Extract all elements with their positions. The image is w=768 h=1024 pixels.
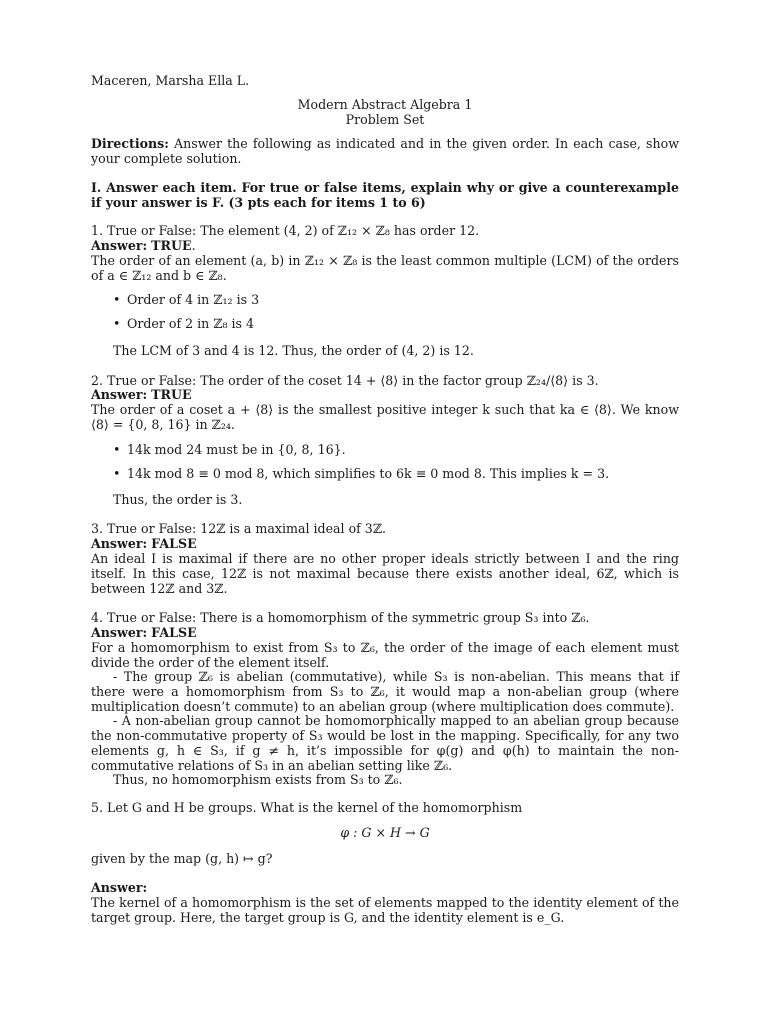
item-5-explanation: The kernel of a homomorphism is the set of elements mapped to the identity element of the target group. Here, the target group is G, and the identity element is e_G. [91, 895, 679, 925]
item-1-answer-suffix: . [191, 238, 196, 253]
item-4-paragraph-2: - A non-abelian group cannot be homomorphically mapped to an abelian group because the non-commutative property of S₃ would be lost in the mapping. Specifically, for any two elements g, h ∈ S₃, if g ≠ h, it’s impossible for φ(g) and φ(h) to maintain the non-commutative relations of S₃ in an abelian setting like ℤ₆. [91, 713, 679, 773]
list-item: • Order of 4 in ℤ₁₂ is 3 [113, 292, 673, 307]
item-2-explanation: The order of a coset a + ⟨8⟩ is the smallest positive integer k such that ka ∈ ⟨8⟩. We know ⟨8⟩ = {0, 8, 16} in ℤ₂₄. [91, 402, 679, 432]
item-2-conclusion: Thus, the order is 3. [113, 492, 243, 507]
item-2-answer [91, 387, 679, 402]
section-heading [91, 180, 679, 210]
answer-label: Answer: [91, 387, 148, 402]
item-3-explanation: An ideal I is maximal if there are no other proper ideals strictly between I and the ring itself. In this case, 12ℤ is not maximal because there exists another ideal, 6ℤ, which is between 12ℤ and 3ℤ. [91, 551, 679, 596]
item-5-question: 5. Let G and H be groups. What is the kernel of the homomorphism [91, 800, 523, 815]
answer-label: Answer: [91, 536, 148, 551]
item-1-answer [91, 238, 679, 253]
directions-label: Directions: [91, 136, 169, 151]
item-4-explanation: For a homomorphism to exist from S₃ to ℤ₆, the order of the image of each element must divide the order of the element itself. [91, 640, 679, 670]
item-1-answer-value: TRUE [151, 238, 192, 253]
directions [91, 136, 679, 166]
answer-label: Answer: [91, 880, 148, 895]
item-2-answer-value: TRUE [151, 387, 192, 402]
item-1-bullets [113, 292, 673, 340]
item-3-answer-value: FALSE [151, 536, 197, 551]
directions-text: Answer the following as indicated and in the given order. In each case, show your complete solution. [91, 136, 679, 166]
item-4-conclusion: Thus, no homomorphism exists from S₃ to ℤ₆. [113, 772, 403, 787]
item-4-paragraph-1: - The group ℤ₆ is abelian (commutative), while S₃ is non-abelian. This means that if there were a homomorphism from S₃ to ℤ₆, it would map a non-abelian group (where multiplication doesn’t commute) to an abelian group (where multiplication does commute). [91, 669, 679, 714]
item-3-question: 3. True or False: 12ℤ is a maximal ideal of 3ℤ. [91, 521, 387, 536]
answer-label: Answer: [91, 625, 148, 640]
item-5-map-description: given by the map (g, h) ↦ g? [91, 851, 273, 866]
section-heading-text: I. Answer each item. For true or false items, explain why or give a counterexample if your answer is F. (3 pts each for items 1 to 6) [91, 180, 679, 210]
list-item: • 14k mod 24 must be in {0, 8, 16}. [113, 442, 673, 457]
item-4-answer-value: FALSE [151, 625, 197, 640]
document-title: Problem Set [345, 112, 425, 127]
formula-text: φ : G × H → G [340, 825, 430, 840]
author-name: Maceren, Marsha Ella L. [91, 73, 250, 88]
item-2-bullets [113, 442, 673, 490]
course-title: Modern Abstract Algebra 1 [297, 97, 473, 112]
list-item: • Order of 2 in ℤ₈ is 4 [113, 316, 673, 331]
item-3-answer [91, 536, 679, 551]
item-1-conclusion: The LCM of 3 and 4 is 12. Thus, the order of (4, 2) is 12. [113, 343, 474, 358]
answer-label: Answer: [91, 238, 148, 253]
item-4-answer [91, 625, 679, 640]
list-item: • 14k mod 8 ≡ 0 mod 8, which simplifies to 6k ≡ 0 mod 8. This implies k = 3. [113, 466, 673, 481]
item-5-answer [91, 880, 679, 895]
item-1-question: 1. True or False: The element (4, 2) of ℤ₁₂ × ℤ₈ has order 12. [91, 223, 480, 238]
item-1-explanation: The order of an element (a, b) in ℤ₁₂ × ℤ₈ is the least common multiple (LCM) of the orders of a ∈ ℤ₁₂ and b ∈ ℤ₈. [91, 253, 679, 283]
item-4-question: 4. True or False: There is a homomorphism of the symmetric group S₃ into ℤ₆. [91, 610, 590, 625]
item-5-formula [91, 825, 679, 840]
item-2-question: 2. True or False: The order of the coset 14 + ⟨8⟩ in the factor group ℤ₂₄/⟨8⟩ is 3. [91, 373, 599, 388]
